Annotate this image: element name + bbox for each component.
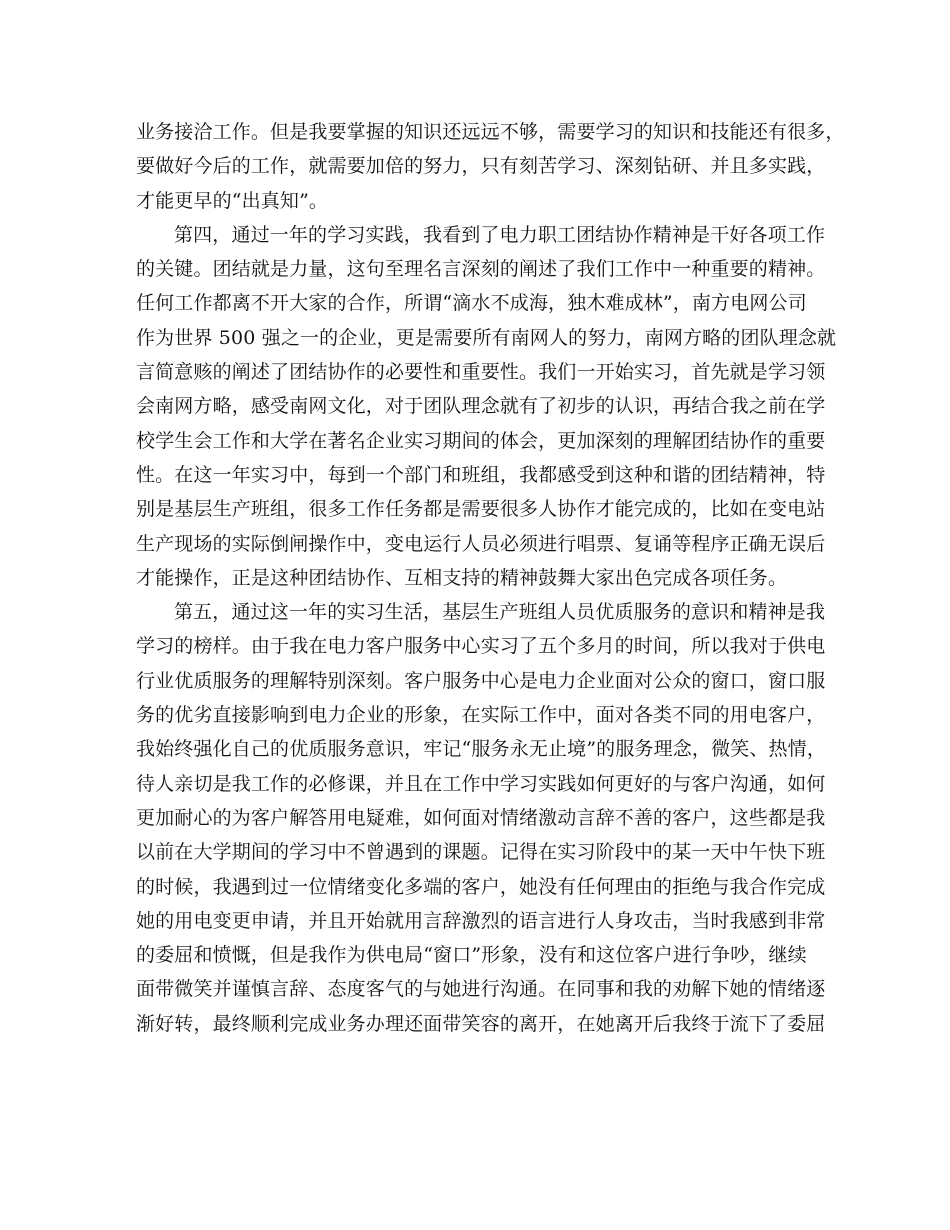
paragraph-continuation [136, 115, 845, 218]
text-line: 才能操作，正是这种团结协作、互相支持的精神鼓舞大家出色完成各项任务。 [136, 566, 788, 589]
text-line: 言简意赅的阐述了团结协作的必要性和重要性。我们一开始实习，首先就是学习领 [136, 361, 826, 384]
text-line: 校学生会工作和大学在著名企业实习期间的体会，更加深刻的理解团结协作的重要 [136, 429, 826, 452]
paragraph-fourth [136, 218, 837, 595]
paragraph-fifth [136, 595, 826, 1041]
text-line: 第五，通过这一年的实习生活，基层生产班组人员优质服务的意识和精神是我 [174, 601, 826, 624]
text-line: 性。在这一年实习中，每到一个部门和班组，我都感受到这种和谐的团结精神，特 [136, 463, 826, 486]
text-line: 的关键。团结就是力量，这句至理名言深刻的阐述了我们工作中一种重要的精神。 [136, 258, 826, 281]
text-line: 才能更早的“出真知”。 [136, 189, 329, 212]
text-line: 渐好转，最终顺利完成业务办理还面带笑容的离开，在她离开后我终于流下了委屈 [136, 1012, 826, 1035]
text-line: 作为世界 500 强之一的企业，更是需要所有南网人的努力，南网方略的团队理念就 [136, 326, 837, 349]
document-body [136, 115, 845, 1041]
text-line: 待人亲切是我工作的必修课，并且在工作中学习实践如何更好的与客户沟通，如何 [136, 772, 826, 795]
text-line: 的委屈和愤慨，但是我作为供电局“窗口”形象，没有和这位客户进行争吵，继续 [136, 944, 807, 967]
text-line: 第四，通过一年的学习实践，我看到了电力职工团结协作精神是干好各项工作 [174, 223, 826, 246]
text-line: 会南网方略，感受南网文化，对于团队理念就有了初步的认识，再结合我之前在学 [136, 395, 826, 418]
text-line: 更加耐心的为客户解答用电疑难，如何面对情绪激动言辞不善的客户，这些都是我 [136, 806, 826, 829]
text-line: 任何工作都离不开大家的合作，所谓“滴水不成海，独木难成林”，南方电网公司 [136, 292, 807, 315]
text-line: 生产现场的实际倒闸操作中，变电运行人员必须进行唱票、复诵等程序正确无误后 [136, 532, 826, 555]
text-line: 以前在大学期间的学习中不曾遇到的课题。记得在实习阶段中的某一天中午快下班 [136, 841, 826, 864]
text-line: 的时候，我遇到过一位情绪变化多端的客户，她没有任何理由的拒绝与我合作完成 [136, 875, 826, 898]
text-line: 我始终强化自己的优质服务意识，牢记“服务永无止境”的服务理念，微笑、热情， [136, 738, 826, 761]
text-line: 务的优劣直接影响到电力企业的形象，在实际工作中，面对各类不同的用电客户， [136, 704, 826, 727]
text-line: 学习的榜样。由于我在电力客户服务中心实习了五个多月的时间，所以我对于供电 [136, 635, 826, 658]
text-line: 要做好今后的工作，就需要加倍的努力，只有刻苦学习、深刻钻研、并且多实践， [136, 155, 826, 178]
text-line: 行业优质服务的理解特别深刻。客户服务中心是电力企业面对公众的窗口，窗口服 [136, 669, 826, 692]
text-line: 业务接洽工作。但是我要掌握的知识还远远不够，需要学习的知识和技能还有很多， [136, 121, 845, 143]
text-line: 别是基层生产班组，很多工作任务都是需要很多人协作才能完成的，比如在变电站 [136, 498, 826, 521]
text-line: 面带微笑并谨慎言辞、态度客气的与她进行沟通。在同事和我的劝解下她的情绪逐 [136, 978, 826, 1001]
text-line: 她的用电变更申请，并且开始就用言辞激烈的语言进行人身攻击，当时我感到非常 [136, 909, 826, 932]
